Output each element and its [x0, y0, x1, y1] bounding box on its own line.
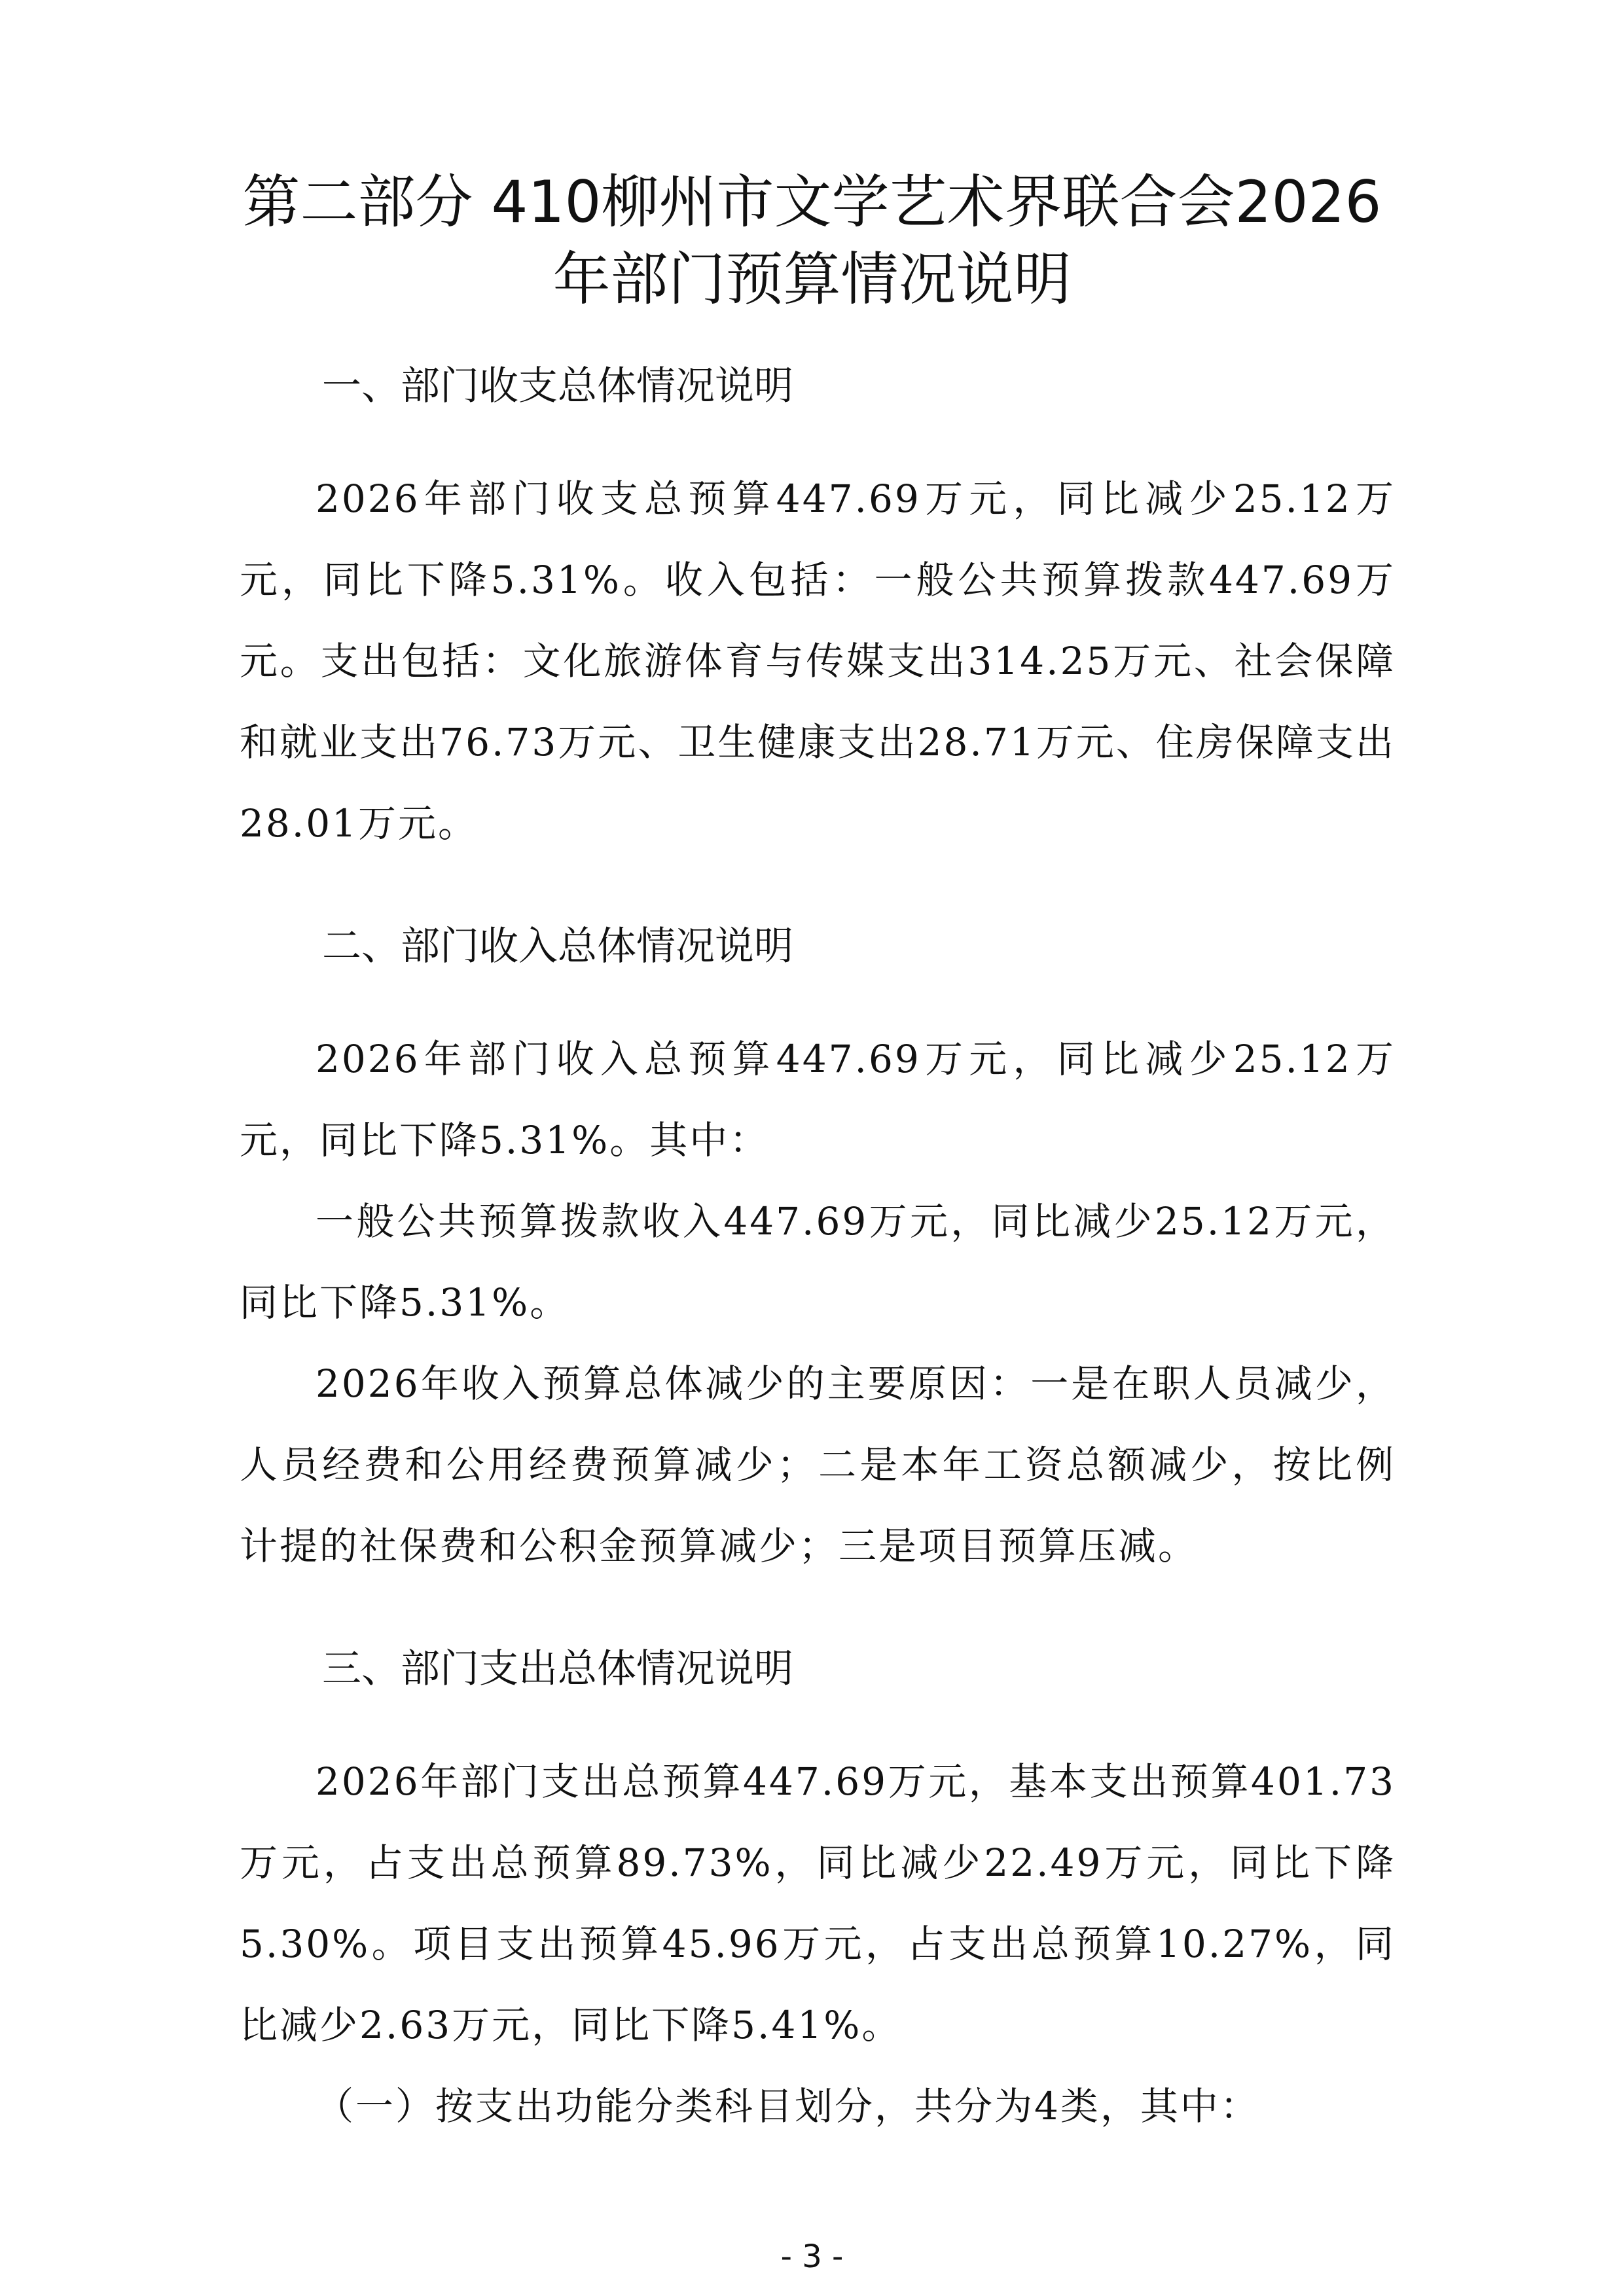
page-number: - 3 - [780, 2238, 844, 2275]
section-gap [240, 1587, 1396, 1623]
document-title-line-2: 年部门预算情况说明 [552, 245, 1072, 313]
section-gap [240, 864, 1396, 901]
section-2-paragraph-1: 2026年部门收入总预算447.69万元，同比减少25.12万元，同比下降5.31%。其中： [240, 1037, 1396, 1162]
section-heading-1: 一、部门收支总体情况说明 [322, 363, 793, 409]
section-3-paragraph-2: （一）按支出功能分类科目划分，共分为4类，其中： [316, 2084, 1260, 2128]
section-heading-2: 二、部门收入总体情况说明 [322, 924, 793, 969]
section-1-paragraph-1: 2026年部门收支总预算447.69万元，同比减少25.12万元，同比下降5.31%。收入包括：一般公共预算拨款447.69万元。支出包括：文化旅游体育与传媒支出314.25万元、社会保障和就业支出76.73万元、卫生健康支出28.71万元、住房保障支出28.01万元。 [240, 476, 1396, 846]
document-body [240, 340, 1396, 2147]
section-heading-3: 三、部门支出总体情况说明 [322, 1646, 793, 1692]
section-3-paragraph-1: 2026年部门支出总预算447.69万元，基本支出预算401.73万元，占支出总预算89.73%，同比减少22.49万元，同比下降5.30%。项目支出预算45.96万元，占支出总预算10.27%，同比减少2.63万元，同比下降5.41%。 [240, 1759, 1396, 2047]
document-title [0, 164, 1624, 318]
document-title-line-1: 第二部分 410柳州市文学艺术界联合会2026 [242, 168, 1382, 236]
section-2-paragraph-2: 一般公共预算拨款收入447.69万元，同比减少25.12万元，同比下降5.31%。 [240, 1199, 1396, 1325]
section-2-paragraph-3: 2026年收入预算总体减少的主要原因：一是在职人员减少，人员经费和公用经费预算减少；二是本年工资总额减少，按比例计提的社保费和公积金预算减少；三是项目预算压减。 [240, 1361, 1396, 1568]
